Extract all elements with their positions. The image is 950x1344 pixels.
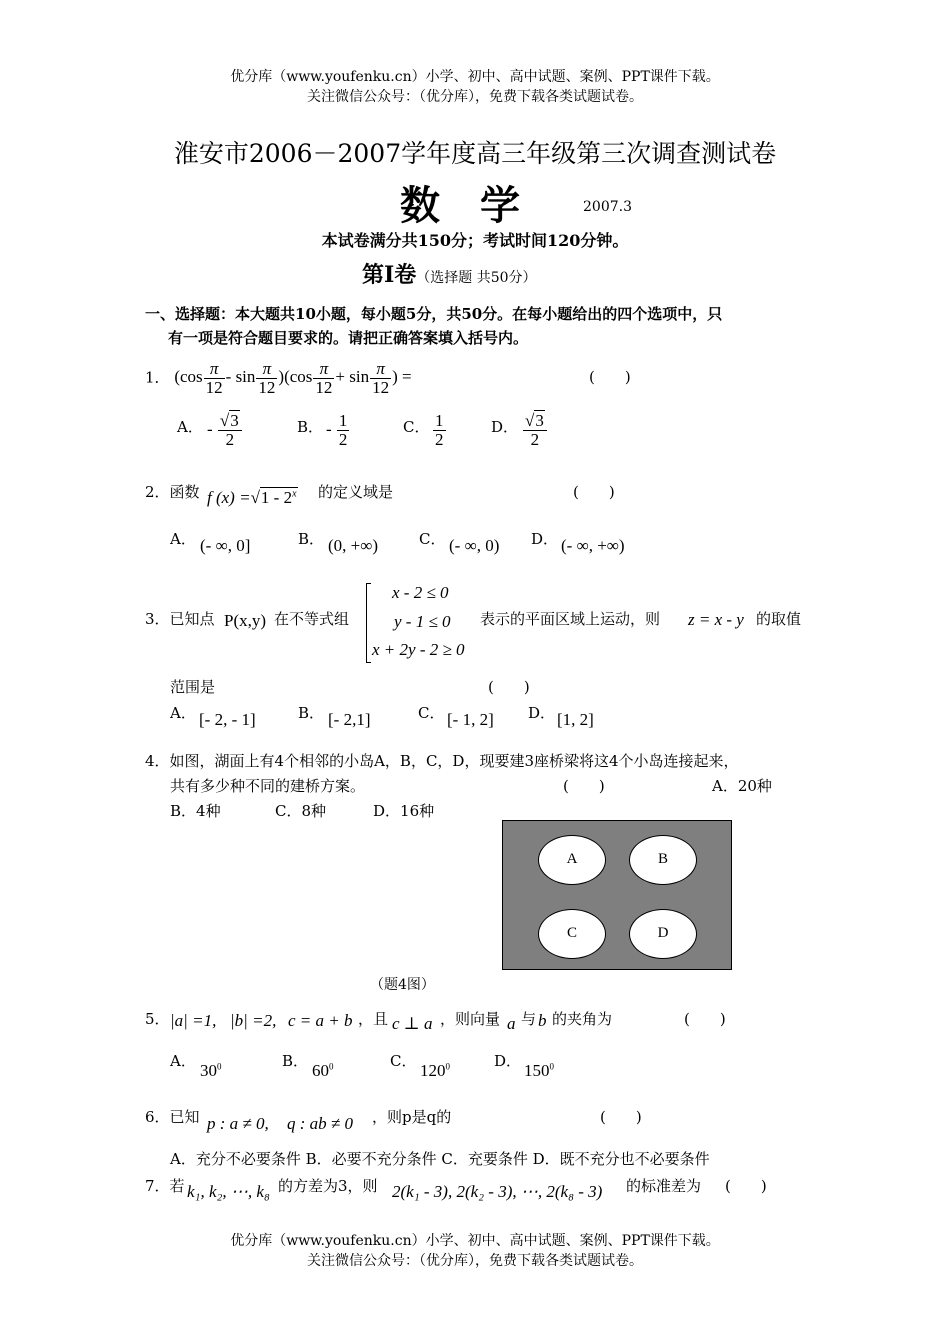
section-title: 第Ⅰ卷 bbox=[362, 262, 417, 288]
q1-plus-sin: + sin bbox=[335, 367, 370, 387]
q7-number-prefix: 7．若 bbox=[145, 1177, 185, 1195]
q7-suffix: 的标准差为 bbox=[626, 1177, 702, 1195]
q4-figure-caption: （题4图） bbox=[370, 977, 435, 993]
q3-point: P(x,y) bbox=[224, 611, 267, 630]
subject-title: 数 学 bbox=[400, 182, 520, 229]
q2-number-prefix: 2．函数 bbox=[145, 483, 200, 501]
q3-line-2: 范围是 bbox=[170, 678, 216, 696]
section-note: （选择题 共50分） bbox=[416, 270, 537, 286]
q5-number: 5． bbox=[145, 1010, 170, 1028]
q5-condition-2: |b| =2, bbox=[230, 1011, 277, 1030]
q2-option-b-label: B． bbox=[298, 530, 325, 548]
q4-option-c: C．8种 bbox=[275, 802, 327, 820]
q3-option-b-label: B． bbox=[298, 704, 325, 722]
q1-frac-2: $\frac{\pi}{12}$ bbox=[258, 359, 276, 397]
q3-option-d: [1, 2] bbox=[557, 710, 594, 729]
q2-option-a-label: A． bbox=[170, 530, 196, 548]
q5-option-d: $150^0$ bbox=[524, 1061, 554, 1080]
q6-number-prefix: 6．已知 bbox=[145, 1108, 200, 1126]
q3-z-expression: z = x - y bbox=[688, 610, 744, 629]
q6-answer-blank: ( ) bbox=[600, 1108, 642, 1126]
q4-option-d: D．16种 bbox=[373, 802, 435, 820]
q2-option-b: (0, +∞) bbox=[328, 536, 379, 555]
q4-option-b: B．4种 bbox=[170, 802, 221, 820]
q1-option-d: $\frac{√3}{2}$ bbox=[522, 412, 548, 449]
q7-answer-blank: ( ) bbox=[725, 1177, 767, 1195]
footer-line-1: 优分库（www.youfenku.cn）小学、初中、高中试题、案例、PPT课件下载。 bbox=[230, 1233, 720, 1249]
header-line-1: 优分库（www.youfenku.cn）小学、初中、高中试题、案例、PPT课件下载。 bbox=[230, 69, 720, 85]
footer-line-2: 关注微信公众号：（优分库），免费下载各类试题试卷。 bbox=[307, 1253, 643, 1269]
q2-function: f (x) =√1 - 2$^x$ bbox=[207, 488, 297, 507]
q1-option-c-label: C． bbox=[403, 418, 430, 436]
q1-option-a: - $\frac{√3}{2}$ bbox=[207, 412, 243, 449]
q1-frac-4: $\frac{\pi}{12}$ bbox=[372, 359, 390, 397]
q2-option-c-label: C． bbox=[419, 530, 446, 548]
q1-equals: ) = bbox=[392, 367, 412, 387]
q1-option-a-label: A． bbox=[177, 418, 203, 436]
q3-answer-blank: ( ) bbox=[488, 678, 530, 696]
q1-option-b-label: B． bbox=[297, 418, 324, 436]
exam-title: 淮安市2006－2007学年度高三年级第三次调查测试卷 bbox=[173, 139, 777, 168]
q7-mid: 的方差为3，则 bbox=[278, 1177, 378, 1195]
instruction-line-2: 有一项是符合题目要求的。请把正确答案填入括号内。 bbox=[168, 329, 529, 347]
q1-frac-1: $\frac{\pi}{12}$ bbox=[205, 359, 223, 397]
q5-option-b-label: B． bbox=[282, 1052, 309, 1070]
q7-expression: 2(k₁ - 3), 2(k₂ - 3), ⋯, 2(k₈ - 3) bbox=[392, 1182, 603, 1201]
q2-option-d: (- ∞, +∞) bbox=[561, 536, 625, 555]
q2-option-d-label: D． bbox=[531, 530, 559, 548]
island-a: A bbox=[538, 835, 606, 885]
q6-options: A．充分不必要条件 B．必要不充分条件 C．充要条件 D．既不充分也不必要条件 bbox=[170, 1150, 710, 1168]
q1-cos-1: (cos bbox=[174, 367, 203, 387]
q1-option-c: $\frac{1}{2}$ bbox=[435, 411, 444, 449]
q7-sequence: k₁, k₂, ⋯, k₈ bbox=[187, 1182, 270, 1201]
island-b: B bbox=[629, 835, 697, 885]
exam-date: 2007.3 bbox=[583, 199, 632, 215]
q5-condition-1: |a| =1, bbox=[170, 1011, 217, 1030]
q5-option-a: $30^0$ bbox=[200, 1061, 222, 1080]
q5-condition-3: c = a + b bbox=[288, 1011, 353, 1030]
q3-option-c: [- 1, 2] bbox=[447, 710, 494, 729]
q3-suffix: 表示的平面区域上运动，则 bbox=[480, 610, 661, 628]
q2-option-c: (- ∞, 0) bbox=[449, 536, 500, 555]
q3-mid: 在不等式组 bbox=[274, 610, 350, 628]
q5-option-d-label: D． bbox=[494, 1052, 522, 1070]
q5-answer-blank: ( ) bbox=[684, 1010, 726, 1028]
instruction-line-1: 一、选择题：本大题共10小题，每小题5分，共50分。在每小题给出的四个选项中，只 bbox=[145, 305, 723, 323]
q1-answer-blank: ( ) bbox=[589, 368, 631, 386]
q5-and: 与 bbox=[521, 1010, 537, 1028]
q1-number: 1． bbox=[145, 368, 170, 387]
q3-brace bbox=[366, 583, 371, 663]
q1-expression bbox=[174, 359, 412, 397]
q5-suffix: 的夹角为 bbox=[552, 1010, 613, 1028]
question-1 bbox=[145, 360, 412, 397]
q5-mid: ，且 bbox=[358, 1010, 389, 1028]
section-heading bbox=[362, 258, 537, 289]
q6-condition-q: q : ab ≠ 0 bbox=[287, 1114, 353, 1133]
q5-vector-b: b bbox=[538, 1011, 547, 1030]
q3-option-c-label: C． bbox=[418, 704, 445, 722]
q3-inequality-2: y - 1 ≤ 0 bbox=[394, 612, 451, 631]
q5-perpendicular: c ⊥ a bbox=[392, 1014, 433, 1033]
q6-suffix: ，则p是q的 bbox=[372, 1108, 452, 1126]
q5-vector-a: a bbox=[507, 1014, 516, 1033]
q3-option-a-label: A． bbox=[170, 704, 196, 722]
q1-option-d-label: D． bbox=[491, 418, 519, 436]
q4-line-1: 4．如图，湖面上有4个相邻的小岛A，B，C，D，现要建3座桥梁将这4个小岛连接起来， bbox=[145, 752, 739, 770]
q4-line-2: 共有多少种不同的建桥方案。 bbox=[170, 777, 366, 795]
header-line-2: 关注微信公众号：（优分库），免费下载各类试题试卷。 bbox=[307, 89, 643, 105]
q3-option-d-label: D． bbox=[528, 704, 556, 722]
q5-option-b: $60^0$ bbox=[312, 1061, 334, 1080]
q5-mid-2: ，则向量 bbox=[440, 1010, 501, 1028]
q3-suffix-2: 的取值 bbox=[756, 610, 802, 628]
q5-option-c-label: C． bbox=[390, 1052, 417, 1070]
q2-suffix: 的定义域是 bbox=[318, 483, 394, 501]
island-d: D bbox=[629, 909, 697, 959]
q6-condition-p: p : a ≠ 0, bbox=[207, 1114, 269, 1133]
q1-minus-sin: - sin bbox=[225, 367, 256, 387]
exam-info: 本试卷满分共150分；考试时间120分钟。 bbox=[321, 231, 629, 250]
q1-frac-3: $\frac{\pi}{12}$ bbox=[315, 359, 333, 397]
q4-option-a: A．20种 bbox=[712, 777, 772, 795]
q2-option-a: (- ∞, 0] bbox=[200, 536, 251, 555]
lake-diagram bbox=[502, 820, 732, 970]
q3-option-a: [- 2, - 1] bbox=[199, 710, 256, 729]
q3-inequality-1: x - 2 ≤ 0 bbox=[392, 583, 449, 602]
q4-answer-blank: ( ) bbox=[563, 777, 605, 795]
q3-option-b: [- 2,1] bbox=[328, 710, 371, 729]
q1-option-b: - $\frac{1}{2}$ bbox=[326, 411, 348, 449]
island-c: C bbox=[538, 909, 606, 959]
q3-number-prefix: 3．已知点 bbox=[145, 610, 215, 628]
q2-answer-blank: ( ) bbox=[573, 483, 615, 501]
q5-option-c: $120^0$ bbox=[420, 1061, 450, 1080]
q3-inequality-3: x + 2y - 2 ≥ 0 bbox=[372, 640, 465, 659]
q1-cos-2: )(cos bbox=[278, 367, 313, 387]
q5-option-a-label: A． bbox=[170, 1052, 196, 1070]
